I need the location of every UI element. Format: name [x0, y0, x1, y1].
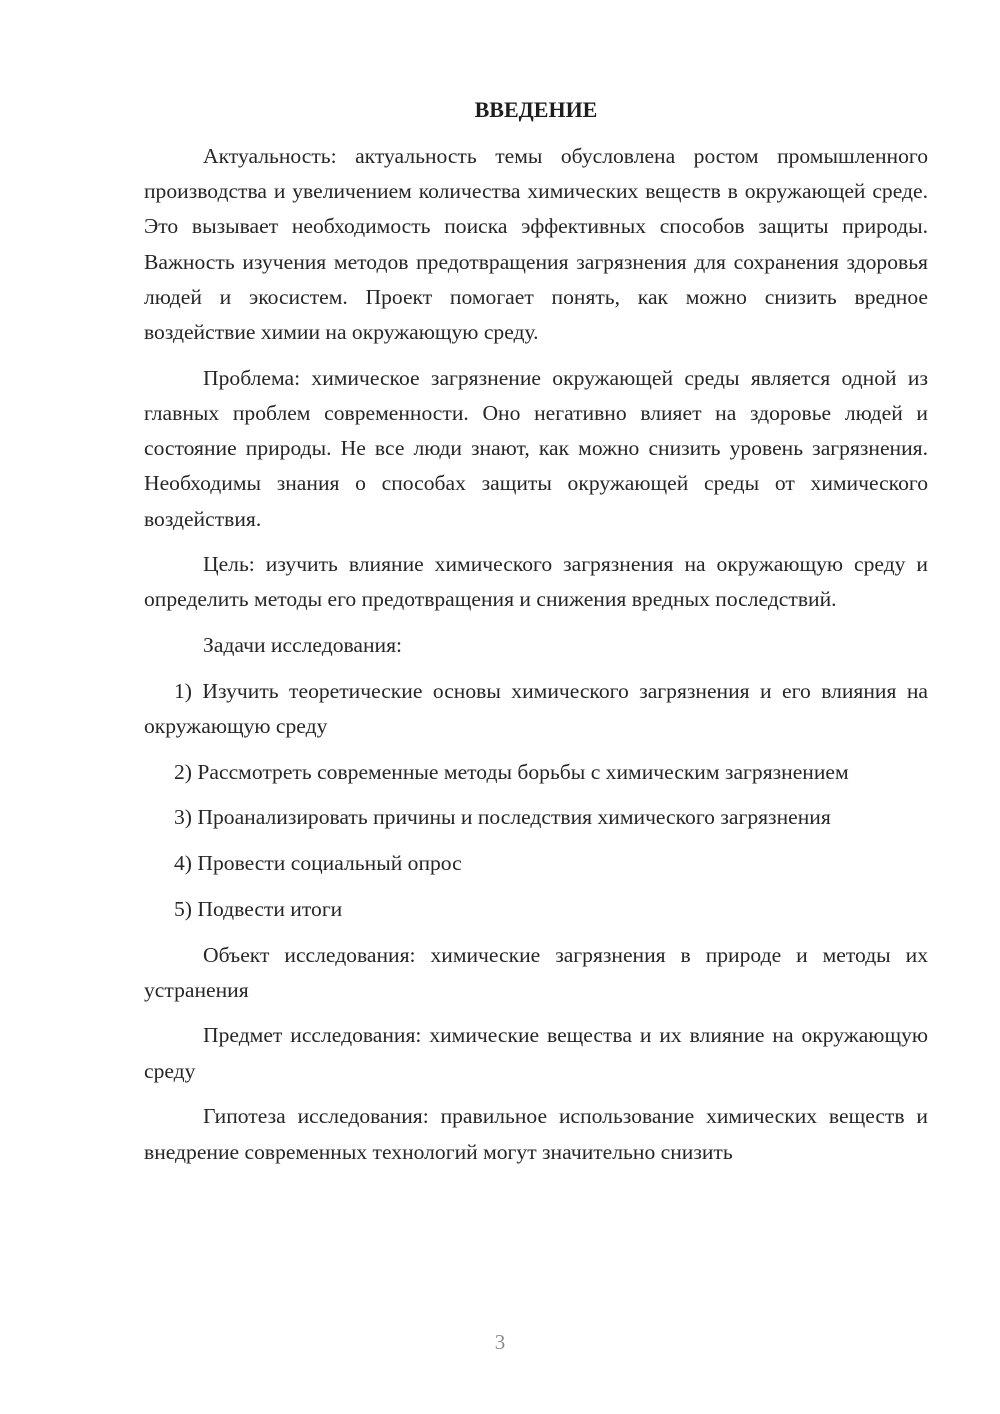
task-item-2: 2) Рассмотреть современные методы борьбы с химическим загрязнением: [174, 759, 849, 784]
section-heading: ВВЕДЕНИЕ: [474, 97, 598, 122]
document-page: [144, 92, 928, 1180]
paragraph-hypothesis: Гипотеза исследования: правильное использование химических веществ и внедрение современных технологий могут значительно снизить: [144, 1104, 928, 1164]
paragraph-relevance: Актуальность: актуальность темы обусловлена ростом промышленного производства и увеличением количества химических веществ в окружающей среде. Это вызывает необходимость поиска эффективных способов защиты природы. Важность изучения методов предотвращения загрязнения для сохранения здоровья людей и экосистем. Проект помогает понять, как можно снизить вредное воздействие химии на окружающую среду.: [144, 144, 928, 345]
task-item-1: 1) Изучить теоретические основы химического загрязнения и его влияния на окружающую среду: [144, 678, 928, 739]
task-item-4: 4) Провести социальный опрос: [174, 851, 462, 876]
task-item-3: 3) Проанализировать причины и последствия химического загрязнения: [174, 805, 831, 830]
page-number: 3: [494, 1330, 506, 1354]
tasks-heading: Задачи исследования:: [203, 633, 403, 658]
paragraph-problem: Проблема: химическое загрязнение окружающей среды является одной из главных проблем современности. Оно негативно влияет на здоровье людей и состояние природы. Не все люди знают, как можно снизить уровень загрязнения. Необходимы знания о способах защиты окружающей среды от химического воздействия.: [144, 365, 928, 531]
paragraph-object: Объект исследования: химические загрязнения в природе и методы их устранения: [144, 942, 928, 1002]
task-item-5: 5) Подвести итоги: [174, 896, 343, 921]
paragraph-goal: Цель: изучить влияние химического загрязнения на окружающую среду и определить методы его предотвращения и снижения вредных последствий.: [144, 552, 928, 612]
paragraph-subject: Предмет исследования: химические вещества и их влияние на окружающую среду: [144, 1023, 928, 1083]
